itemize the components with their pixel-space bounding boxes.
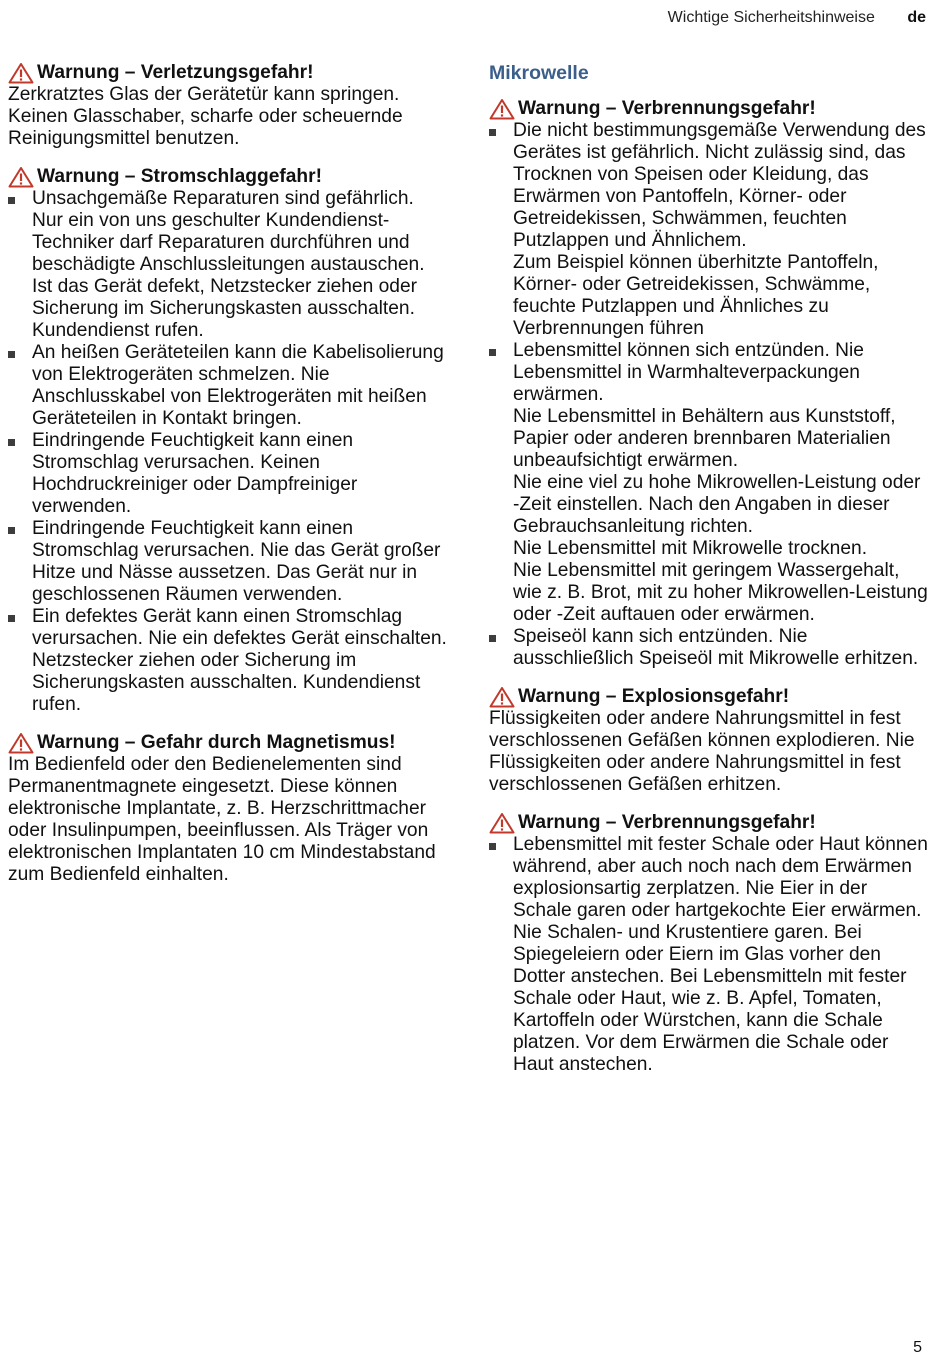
square-bullet-icon bbox=[489, 635, 496, 642]
bullet-list bbox=[8, 188, 448, 716]
list-item bbox=[8, 188, 448, 342]
warning-heading bbox=[8, 166, 448, 188]
square-bullet-icon bbox=[8, 351, 15, 358]
warning-block bbox=[489, 98, 929, 670]
list-item-text: Lebensmittel mit fester Schale oder Haut können während, aber auch noch nach dem Erwärmen explosionsartig zerplatzen. Nie Eier in der Schale garen oder hartgekochte Eier erwärmen. Nie Schalen- und Krustentiere garen. Bei Spiegeleiern oder Eiern im Glas vorher den Dotter anstechen. Bei Lebensmitteln mit fester Schale oder Haut, wie z. B. Apfel, Tomaten, Kartoffeln oder Würstchen, kann die Schale platzen. Vor dem Erwärmen die Schale oder Haut anstechen. bbox=[513, 834, 928, 1075]
bullet-list bbox=[489, 120, 929, 670]
warning-triangle-icon bbox=[8, 166, 34, 188]
warning-triangle-icon bbox=[489, 686, 515, 708]
square-bullet-icon bbox=[489, 349, 496, 356]
warning-heading bbox=[489, 98, 929, 120]
language-code: de bbox=[907, 9, 926, 26]
warning-block bbox=[8, 62, 448, 150]
warning-block bbox=[489, 686, 929, 796]
list-item-text: Zum Beispiel können überhitzte Pantoffeln, Körner- oder Getreidekissen, Schwämme, feuchte Putzlappen und Ähnliches zu Verbrennungen führen bbox=[513, 252, 879, 339]
left-column bbox=[8, 62, 448, 902]
list-item bbox=[8, 606, 448, 716]
warning-text: Im Bedienfeld oder den Bedienelementen sind Permanentmagnete eingesetzt. Diese können elektronische Implantate, z. B. Herzschrittmacher oder Insulinpumpen, beeinflussen. Als Träger von elektronischen Implantaten 10 cm Mindestabstand zum Bedienfeld einhalten. bbox=[8, 754, 436, 885]
square-bullet-icon bbox=[489, 129, 496, 136]
list-item-text: Unsachgemäße Reparaturen sind gefährlich. Nur ein von uns geschulter Kundendienst-Techniker darf Reparaturen durchführen und beschädigte Anschlussleitungen austauschen. Ist das Gerät defekt, Netzstecker ziehen oder Sicherung im Sicherungskasten ausschalten. Kundendienst rufen. bbox=[32, 188, 425, 341]
warning-heading bbox=[8, 732, 448, 754]
square-bullet-icon bbox=[8, 527, 15, 534]
right-column bbox=[489, 62, 929, 1092]
warning-text: Zerkratztes Glas der Gerätetür kann springen. Keinen Glasschaber, scharfe oder scheuernde Reinigungsmittel benutzen. bbox=[8, 84, 403, 149]
warning-title: Warnung – Explosionsgefahr! bbox=[518, 686, 790, 707]
warning-block bbox=[8, 166, 448, 716]
list-item-text: Speiseöl kann sich entzünden. Nie ausschließlich Speiseöl mit Mikrowelle erhitzen. bbox=[513, 626, 919, 669]
list-item-text: Nie Lebensmittel mit Mikrowelle trocknen. bbox=[513, 538, 868, 559]
warning-text: Flüssigkeiten oder andere Nahrungsmittel in fest verschlossenen Gefäßen können explodieren. Nie Flüssigkeiten oder andere Nahrungsmittel in fest verschlossenen Gefäßen erhitzen. bbox=[489, 708, 915, 795]
warning-triangle-icon bbox=[489, 812, 515, 834]
warning-block bbox=[489, 812, 929, 1076]
warning-heading bbox=[489, 686, 929, 708]
warning-title: Warnung – Verletzungsgefahr! bbox=[37, 62, 314, 83]
list-item bbox=[8, 518, 448, 606]
warning-title: Warnung – Verbrennungsgefahr! bbox=[518, 812, 816, 833]
list-item-text: Nie Lebensmittel in Behältern aus Kunststoff, Papier oder anderen brennbaren Materialien unbeaufsichtigt erwärmen. bbox=[513, 406, 896, 471]
warning-title: Warnung – Stromschlaggefahr! bbox=[37, 166, 323, 187]
warning-heading bbox=[489, 812, 929, 834]
section-heading-mikrowelle: Mikrowelle bbox=[489, 62, 589, 84]
warning-triangle-icon bbox=[8, 732, 34, 754]
list-item-text: Ein defektes Gerät kann einen Stromschlag verursachen. Nie ein defektes Gerät einschalten. Netzstecker ziehen oder Sicherung im Sicherungskasten ausschalten. Kundendienst rufen. bbox=[32, 606, 447, 715]
header-title: Wichtige Sicherheitshinweise bbox=[667, 9, 875, 26]
bullet-list bbox=[489, 834, 929, 1076]
list-item-text: An heißen Geräteteilen kann die Kabelisolierung von Elektrogeräten schmelzen. Nie Anschlusskabel von Elektrogeräten mit heißen Geräteteilen in Kontakt bringen. bbox=[32, 342, 444, 429]
list-item bbox=[489, 120, 929, 340]
list-item-text: Eindringende Feuchtigkeit kann einen Stromschlag verursachen. Nie das Gerät großer Hitze und Nässe aussetzen. Das Gerät nur in geschlossenen Räumen verwenden. bbox=[32, 518, 441, 605]
list-item bbox=[489, 340, 929, 626]
list-item-text: Eindringende Feuchtigkeit kann einen Stromschlag verursachen. Keinen Hochdruckreiniger oder Dampfreiniger verwenden. bbox=[32, 430, 358, 517]
warning-title: Warnung – Verbrennungsgefahr! bbox=[518, 98, 816, 119]
list-item bbox=[8, 342, 448, 430]
square-bullet-icon bbox=[8, 615, 15, 622]
page-number: 5 bbox=[913, 1339, 922, 1356]
list-item bbox=[489, 834, 929, 1076]
list-item-text: Die nicht bestimmungsgemäße Verwendung des Gerätes ist gefährlich. Nicht zulässig sind, das Trocknen von Speisen oder Kleidung, das Erwärmen von Pantoffeln, Körner- oder Getreidekissen, Schwämmen, feuchten Putzlappen und Ähnlichem. bbox=[513, 120, 926, 251]
list-item-text: Nie eine viel zu hohe Mikrowellen-Leistung oder -Zeit einstellen. Nach den Angaben in dieser Gebrauchsanleitung richten. bbox=[513, 472, 921, 537]
list-item-text: Lebensmittel können sich entzünden. Nie Lebensmittel in Warmhalteverpackungen erwärmen. bbox=[513, 340, 864, 405]
list-item-text: Nie Lebensmittel mit geringem Wassergehalt, wie z. B. Brot, mit zu hoher Mikrowellen-Leistung oder -Zeit auftauen oder erwärmen. bbox=[513, 560, 928, 625]
square-bullet-icon bbox=[8, 439, 15, 446]
warning-heading bbox=[8, 62, 448, 84]
square-bullet-icon bbox=[8, 197, 15, 204]
warning-block bbox=[8, 732, 448, 886]
warning-title: Warnung – Gefahr durch Magnetismus! bbox=[37, 732, 396, 753]
list-item bbox=[8, 430, 448, 518]
list-item bbox=[489, 626, 929, 670]
warning-triangle-icon bbox=[8, 62, 34, 84]
square-bullet-icon bbox=[489, 843, 496, 850]
right-column-blocks bbox=[489, 98, 929, 1076]
warning-triangle-icon bbox=[489, 98, 515, 120]
page-header bbox=[668, 8, 926, 28]
